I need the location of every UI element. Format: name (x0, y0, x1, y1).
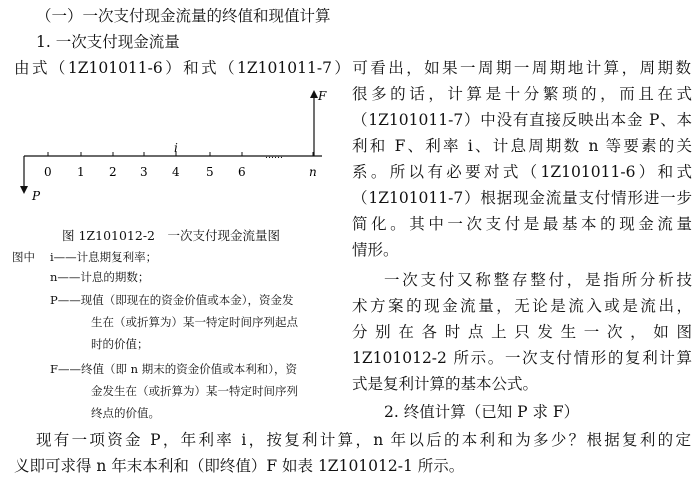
cash-flow-diagram (10, 80, 350, 230)
tick-label-4: 4 (172, 165, 180, 179)
legend-item-p-3: 时的价值； (91, 337, 149, 351)
right-line-5: （1Z101011-7）根据现金流量支付情形进一步 (352, 189, 692, 207)
right2-line-5: 式是复利计算的基本公式。 (352, 375, 539, 393)
section-heading: （一）一次支付现金流量的终值和现值计算 (36, 7, 331, 25)
tick-label-0: 0 (44, 165, 52, 179)
tick-marks (44, 151, 317, 179)
right2-line-1: 一次支付又称整存整付，是指所分析技 (384, 271, 692, 289)
figure-caption: 图 1Z101012-2 一次支付现金流量图 (62, 228, 281, 243)
legend-item-p-2: 生在（或折算为）某一特定时间序列起点 (91, 315, 298, 329)
right-line-6: 简化。其中一次支付是最基本的现金流量 (352, 215, 692, 233)
right2-line-4: 1Z101012-2 所示。一次支付情形的复利计算 (352, 349, 692, 367)
legend-item-f-2: 金发生在（或折算为）某一特定时间序列 (91, 384, 298, 398)
label-f: F (318, 89, 327, 103)
label-p: P (32, 189, 41, 203)
right2-line-2: 术方案的现金流量，无论是流入或是流出， (352, 297, 692, 315)
legend-prefix: 图中 (12, 250, 35, 264)
right-line-1: 很多的话，计算是十分繁琐的，而且在式 (352, 85, 692, 103)
section2-heading: 2. 终值计算（已知 P 求 F） (384, 403, 580, 421)
right-line-4: 系。所以有必要对式（1Z101011-6）和式 (352, 163, 692, 181)
p-arrow-head (20, 186, 28, 194)
legend-item-n: n——计息的期数； (50, 270, 150, 284)
legend-item-p-1: P——现值（即现在的资金价值或本金），资金发 (50, 293, 294, 307)
right-line-7: 情形。 (352, 241, 399, 259)
tick-label-8: n (309, 165, 317, 179)
right-line-3: 利和 F、利率 i、计息周期数 n 等要素的关 (352, 137, 692, 155)
tick-label-5: 5 (206, 165, 214, 179)
right2-line-3: 分别在各时点上只发生一次，如图 (352, 323, 692, 341)
bottom-line-2: 义即可求得 n 年末本利和（即终值）F 如表 1Z101012-1 所示。 (14, 457, 465, 475)
legend-item-i: i——计息期复利率； (50, 250, 158, 264)
legend-item-f-1: F——终值（即 n 期末的资金价值或本利和），资 (50, 362, 297, 376)
bottom-line-1: 现有一项资金 P，年利率 i，按复利计算，n 年以后的本利和为多少？根据复利的定 (36, 431, 691, 449)
f-arrow-head (310, 90, 318, 98)
sub-heading: 1. 一次支付现金流量 (36, 33, 180, 51)
tick-label-7: …… (265, 151, 283, 161)
tick-label-6: 6 (238, 165, 246, 179)
tick-label-2: 2 (109, 165, 117, 179)
tick-label-1: 1 (77, 165, 85, 179)
paragraph-line-1: 由式（1Z101011-6）和式（1Z101011-7）可看出，如果一周期一周期地计算，周期数 (14, 59, 691, 77)
right-line-2: （1Z101011-7）中没有直接反映出本金 P、本 (352, 111, 692, 129)
legend-item-f-3: 终点的价值。 (91, 406, 160, 420)
label-i: i (174, 141, 178, 155)
tick-label-3: 3 (140, 165, 148, 179)
